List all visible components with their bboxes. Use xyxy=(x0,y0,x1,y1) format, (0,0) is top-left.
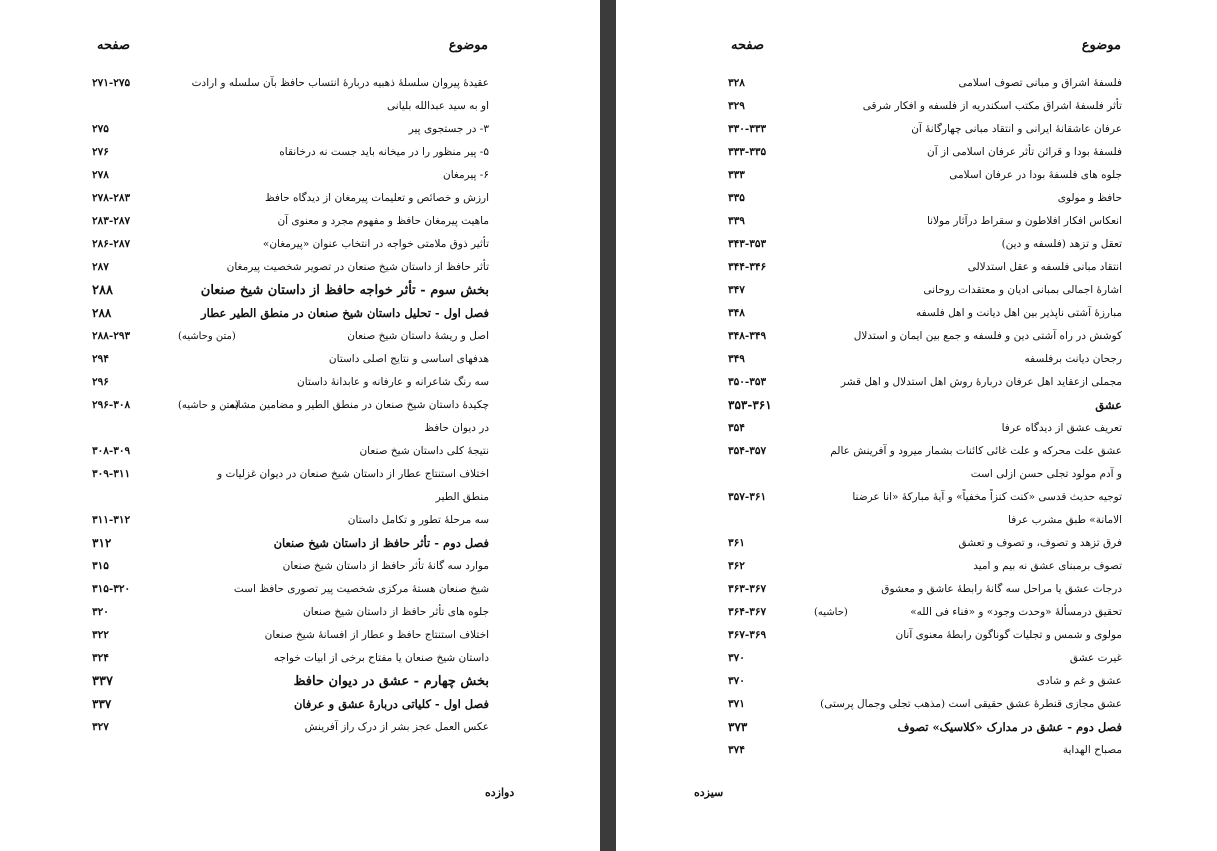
entry-title: فصل اول - تحلیل داستان شیخ صنعان در منطق الطیر عطار xyxy=(201,306,489,320)
entry-title: غیرت عشق xyxy=(1069,652,1122,664)
entry-title: عشق xyxy=(1095,398,1122,412)
entry-pages: ۲۷۵ xyxy=(92,123,109,135)
toc-entry xyxy=(92,440,489,463)
entry-pages: ۳۴۷ xyxy=(728,284,745,296)
entry-title: ۶- پیرمغان xyxy=(442,169,489,181)
entry-pages: ۳۴۹ xyxy=(728,353,745,365)
entry-pages: ۲۸۸-۲۹۳ xyxy=(92,330,131,342)
entry-title: سه رنگ شاعرانه و عارفانه و عابدانهٔ داستان xyxy=(297,376,489,388)
toc-entry xyxy=(728,670,1122,693)
entry-title: مجملی ازعقاید اهل عرفان دربارهٔ روش اهل استدلال و اهل قشر xyxy=(840,376,1122,388)
entry-title: مبارزهٔ آشتی ناپذیر بین اهل دیانت و اهل فلسفه xyxy=(915,307,1122,319)
entry-title: انعکاس افکار افلاطون و سقراط درآثار مولانا xyxy=(926,215,1122,227)
toc-entry xyxy=(92,141,489,164)
page-number-header: صفحه xyxy=(97,38,130,53)
entry-pages: ۳۳۷ xyxy=(92,697,112,711)
book-spine xyxy=(600,0,616,851)
entry-pages: ۲۸۶-۲۸۷ xyxy=(92,238,131,250)
entry-pages: ۲۷۸-۲۸۳ xyxy=(92,192,131,204)
toc-entry xyxy=(728,417,1122,440)
entry-pages: ۳۶۴-۳۶۷ xyxy=(728,606,767,618)
entry-title: مصباح الهدایة xyxy=(1062,744,1122,756)
toc-entry xyxy=(728,555,1122,578)
toc-entry xyxy=(728,739,1122,762)
toc-entry xyxy=(728,141,1122,164)
toc-entry xyxy=(92,210,489,233)
entry-pages: ۲۸۳-۲۸۷ xyxy=(92,215,131,227)
toc-entry xyxy=(728,647,1122,670)
entry-title: عشق مجازی قنطرهٔ عشق حقیقی است (مذهب تجلی وجمال پرستی) xyxy=(820,698,1122,710)
toc-entry xyxy=(728,118,1122,141)
entry-pages: ۳۴۸-۳۴۹ xyxy=(728,330,767,342)
entry-title: جلوه های فلسفهٔ بودا در عرفان اسلامی xyxy=(949,169,1122,181)
page-number-header: صفحه xyxy=(731,38,764,53)
toc-entry xyxy=(92,647,489,670)
toc-entry xyxy=(92,371,489,394)
entry-title: رجحان دیانت برفلسفه xyxy=(1024,353,1122,365)
entry-pages: ۳۵۷-۳۶۱ xyxy=(728,491,767,503)
entry-title: تحقیق درمسألهٔ «وحدت وجود» و «فناء فی الله» xyxy=(910,606,1122,618)
entry-pages: ۳۲۰ xyxy=(92,606,109,618)
topic-header: موضوع xyxy=(1081,38,1121,53)
entry-title: اختلاف استنتاج عطار از داستان شیخ صنعان در دیوان غزلیات و منطق الطیر xyxy=(217,468,489,503)
toc-entry xyxy=(92,302,489,325)
entry-title: بخش چهارم - عشق در دیوان حافظ xyxy=(293,674,489,689)
entry-pages: ۳۷۴ xyxy=(728,744,745,756)
entry-pages: ۳۵۴ xyxy=(728,422,745,434)
toc-entry xyxy=(92,187,489,210)
entry-title: تأثر فلسفهٔ اشراق مکتب اسکندریه از فلسفه و افکار شرقی xyxy=(862,100,1122,112)
entry-note: (حاشیه) xyxy=(814,607,848,618)
entry-pages: ۲۸۸ xyxy=(92,283,113,298)
toc-entry xyxy=(92,118,489,141)
toc-entry xyxy=(728,394,1122,417)
toc-entry xyxy=(728,371,1122,394)
toc-entry xyxy=(92,463,489,509)
entry-pages: ۳۴۸ xyxy=(728,307,745,319)
toc-entry xyxy=(728,348,1122,371)
entry-title: ماهیت پیرمغان حافظ و مفهوم مجرد و معنوی آن xyxy=(277,215,489,227)
toc-entry xyxy=(92,509,489,532)
entry-title: داستان شیخ صنعان یا مفتاح برخی از ابیات خواجه xyxy=(273,652,489,664)
entry-pages: ۳۵۰-۳۵۳ xyxy=(728,376,767,388)
entry-title: تأثر حافظ از داستان شیخ صنعان در تصویر شخصیت پیرمغان xyxy=(226,261,489,273)
toc-entry xyxy=(728,233,1122,256)
left-page xyxy=(0,0,600,851)
entry-pages: ۲۹۴ xyxy=(92,353,109,365)
toc-entry xyxy=(92,693,489,716)
toc-entry xyxy=(92,72,489,118)
toc-entry xyxy=(728,693,1122,716)
entry-note: (متن و حاشیه) xyxy=(178,400,239,411)
entry-title: جلوه های تأثر حافظ از داستان شیخ صنعان xyxy=(303,606,489,618)
entry-title: ۳- در جستجوی پیر xyxy=(408,123,489,135)
entry-pages: ۳۷۳ xyxy=(728,720,748,734)
entry-title: اشارهٔ اجمالی بمبانی ادیان و معتقدات روحانی xyxy=(923,284,1122,296)
entry-pages: ۳۳۳-۳۳۵ xyxy=(728,146,767,158)
entry-pages: ۳۷۰ xyxy=(728,675,745,687)
toc-entry xyxy=(728,72,1122,95)
entry-pages: ۳۲۸ xyxy=(728,77,745,89)
entry-title: فلسفهٔ بودا و قرائن تأثر عرفان اسلامی از آن xyxy=(927,146,1122,158)
entry-note: (متن وحاشیه) xyxy=(178,331,236,342)
toc-entry xyxy=(92,325,489,348)
entry-pages: ۳۶۲ xyxy=(728,560,745,572)
entry-pages: ۳۱۲ xyxy=(92,536,112,550)
toc-entry xyxy=(728,716,1122,739)
toc-entry xyxy=(92,348,489,371)
entry-title: تعریف عشق از دیدگاه عرفا xyxy=(1001,422,1122,434)
entry-pages: ۲۷۸ xyxy=(92,169,109,181)
entry-pages: ۳۰۸-۳۰۹ xyxy=(92,445,131,457)
toc-entry xyxy=(92,578,489,601)
toc-list xyxy=(92,72,489,739)
toc-entry xyxy=(92,233,489,256)
entry-title: اصل و ریشهٔ داستان شیخ صنعان xyxy=(347,330,489,342)
entry-title: شیخ صنعان هستهٔ مرکزی شخصیت پیر تصوری حافظ است xyxy=(233,583,489,595)
entry-title: کوشش در راه آشتی دین و فلسفه و جمع بین ایمان و استدلال xyxy=(853,330,1122,342)
entry-title: فرق تزهد و تصوف، و تصوف و تعشق xyxy=(958,537,1122,549)
entry-pages: ۳۲۹ xyxy=(728,100,745,112)
entry-pages: ۳۷۰ xyxy=(728,652,745,664)
entry-title: فصل اول - کلیاتی دربارهٔ عشق و عرفان xyxy=(293,697,489,711)
entry-pages: ۳۳۳ xyxy=(728,169,745,181)
toc-entry xyxy=(728,164,1122,187)
toc-entry xyxy=(728,256,1122,279)
entry-title: موارد سه گانهٔ تأثر حافظ از داستان شیخ صنعان xyxy=(282,560,489,572)
entry-pages: ۳۳۹ xyxy=(728,215,745,227)
entry-title: فلسفهٔ اشراق و مبانی تصوف اسلامی xyxy=(958,77,1122,89)
entry-pages: ۲۸۷ xyxy=(92,261,109,273)
entry-title: فصل دوم - عشق در مدارک «کلاسیک» تصوف xyxy=(897,720,1122,734)
entry-pages: ۳۶۷-۳۶۹ xyxy=(728,629,767,641)
entry-title: سه مرحلهٔ تطور و تکامل داستان xyxy=(347,514,489,526)
toc-entry xyxy=(728,187,1122,210)
entry-pages: ۳۳۷ xyxy=(92,674,113,689)
entry-pages: ۳۷۱ xyxy=(728,698,745,710)
toc-entry xyxy=(92,670,489,693)
entry-title: حافظ و مولوی xyxy=(1057,192,1122,204)
entry-title: ارزش و خصائص و تعلیمات پیرمغان از دیدگاه حافظ xyxy=(264,192,489,204)
entry-pages: ۲۷۶ xyxy=(92,146,109,158)
toc-entry xyxy=(92,716,489,739)
entry-title: ۵- پیر منظور را در میخانه باید جست نه درخانقاه xyxy=(279,146,489,158)
entry-title: عقیدهٔ پیروان سلسلهٔ ذهبیه دربارهٔ انتساب حافظ بآن سلسله و ارادت او به سید عبدالله بلیانی xyxy=(191,77,489,112)
entry-title: تعقل و تزهد (فلسفه و دین) xyxy=(1001,238,1122,250)
entry-pages: ۲۸۸ xyxy=(92,306,112,320)
toc-entry xyxy=(728,532,1122,555)
entry-pages: ۳۲۲ xyxy=(92,629,109,641)
entry-pages: ۳۶۱ xyxy=(728,537,745,549)
entry-pages: ۲۷۱-۲۷۵ xyxy=(92,77,131,89)
entry-title: اختلاف استنتاج حافظ و عطار از افسانهٔ شیخ صنعان xyxy=(264,629,489,641)
folio: سیزده xyxy=(694,786,724,799)
entry-title: فصل دوم - تأثر حافظ از داستان شیخ صنعان xyxy=(273,536,489,550)
entry-pages: ۳۱۱-۳۱۲ xyxy=(92,514,131,526)
entry-title: تأثیر ذوق ملامتی خواجه در انتخاب عنوان «پیرمغان» xyxy=(262,238,489,250)
entry-title: بخش سوم - تأثر خواجه حافظ از داستان شیخ صنعان xyxy=(200,283,489,298)
entry-pages: ۳۴۴-۳۴۶ xyxy=(728,261,767,273)
toc-entry xyxy=(92,601,489,624)
entry-pages: ۳۲۴ xyxy=(92,652,109,664)
entry-pages: ۳۲۷ xyxy=(92,721,109,733)
toc-entry xyxy=(728,279,1122,302)
entry-title: مولوی و شمس و تجلیات گوناگون رابطهٔ معنوی آنان xyxy=(895,629,1122,641)
toc-entry xyxy=(92,555,489,578)
entry-pages: ۳۵۳-۳۶۱ xyxy=(728,398,772,412)
toc-entry xyxy=(92,394,489,440)
entry-pages: ۳۳۵ xyxy=(728,192,745,204)
toc-entry xyxy=(728,601,1122,624)
toc-entry xyxy=(92,532,489,555)
entry-pages: ۲۹۶ xyxy=(92,376,109,388)
entry-pages: ۳۰۹-۳۱۱ xyxy=(92,468,131,480)
entry-title: تصوف برمبنای عشق نه بیم و امید xyxy=(973,560,1122,572)
entry-pages: ۳۱۵ xyxy=(92,560,109,572)
entry-title: عشق و غم و شادی xyxy=(1036,675,1122,687)
toc-entry xyxy=(92,624,489,647)
entry-pages: ۳۶۳-۳۶۷ xyxy=(728,583,767,595)
toc-entry xyxy=(92,279,489,302)
toc-entry xyxy=(728,210,1122,233)
toc-entry xyxy=(92,256,489,279)
right-page xyxy=(616,0,1217,851)
toc-entry xyxy=(92,164,489,187)
entry-title: عکس العمل عجز بشر از درک راز آفرینش xyxy=(304,721,489,733)
toc-entry xyxy=(728,440,1122,486)
toc-entry xyxy=(728,302,1122,325)
entry-title: نتیجهٔ کلی داستان شیخ صنعان xyxy=(359,445,489,457)
toc-list xyxy=(728,72,1122,762)
entry-title: توجیه حدیث قدسی «کنت کنزاً مخفیاً» و آیهٔ مبارکهٔ «انا عرضنا الامانة» طبق مشرب عرفا xyxy=(852,491,1122,526)
toc-entry xyxy=(728,95,1122,118)
topic-header: موضوع xyxy=(448,38,488,53)
entry-title: هدفهای اساسی و نتایج اصلی داستان xyxy=(328,353,489,365)
entry-pages: ۲۹۶-۳۰۸ xyxy=(92,399,131,411)
toc-entry xyxy=(728,578,1122,601)
entry-title: چکیدهٔ داستان شیخ صنعان در منطق الطیر و مضامین مشابه در دیوان حافظ xyxy=(229,399,489,434)
entry-title: عشق علت محرکه و علت غائی کائنات بشمار میرود و آفرینش عالم و آدم مولود تجلی حسن ازلی است xyxy=(830,445,1122,480)
entry-title: درجات عشق یا مراحل سه گانهٔ رابطهٔ عاشق و معشوق xyxy=(881,583,1122,595)
entry-pages: ۳۳۰-۳۳۳ xyxy=(728,123,767,135)
toc-entry xyxy=(728,624,1122,647)
entry-pages: ۳۵۴-۳۵۷ xyxy=(728,445,767,457)
folio: دوازده xyxy=(485,786,515,799)
entry-pages: ۳۱۵-۳۲۰ xyxy=(92,583,131,595)
toc-entry xyxy=(728,486,1122,532)
toc-entry xyxy=(728,325,1122,348)
entry-title: انتقاد مبانی فلسفه و عقل استدلالی xyxy=(967,261,1122,273)
entry-pages: ۳۴۳-۳۵۳ xyxy=(728,238,767,250)
entry-title: عرفان عاشقانهٔ ایرانی و انتقاد مبانی چهارگانهٔ آن xyxy=(911,123,1122,135)
